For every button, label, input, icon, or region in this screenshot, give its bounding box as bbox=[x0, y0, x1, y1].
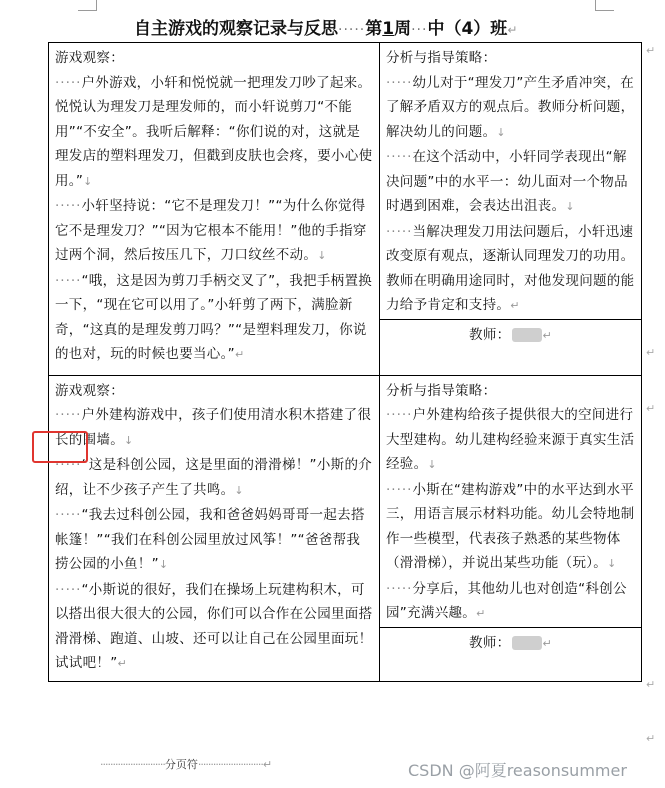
observation-paragraph: ·····“我去过科创公园，我和爸爸妈妈哥哥一起去搭帐篷！”“我们在科创公园里放过风筝！”“爸爸帮我捞公园的小鱼！”↓ bbox=[55, 507, 365, 572]
section2-row bbox=[49, 375, 642, 627]
page-break-marker bbox=[100, 756, 272, 772]
row-end-mark: ↵ bbox=[646, 678, 656, 691]
strategy-heading: 分析与指导策略： bbox=[386, 382, 497, 399]
redacted-teacher-name bbox=[512, 328, 542, 342]
section1-observation-cell[interactable] bbox=[49, 43, 380, 376]
strategy-paragraph: ·····当解决理发刀用法问题后，小轩迅速改变原有观点，逐渐认同理发刀的功用。教师在明确用途同时，对他发现问题的能力给予肯定和支持。↵ bbox=[386, 223, 635, 313]
teacher-label: 教师： bbox=[469, 326, 511, 343]
teacher-paragraph-mark: ↵ bbox=[542, 636, 552, 650]
week-suffix: 周 bbox=[394, 19, 412, 39]
observation-paragraph: ·····“哦，这是因为剪刀手柄交叉了”，我把手柄置换一下，“现在它可以用了。”小轩剪了两下，满脸新奇，“这真的是理发剪刀吗？”“是塑料理发刀，你说的也对，玩的时候也要当心。”↵ bbox=[55, 272, 373, 362]
observation-paragraph: ·····“这是科创公园，这是里面的滑滑梯！”小斯的介绍，让不少孩子产生了共鸣。↓ bbox=[55, 457, 373, 498]
observation-record-table bbox=[48, 42, 642, 682]
teacher-label: 教师： bbox=[469, 634, 511, 651]
section2-teacher-cell[interactable] bbox=[380, 627, 642, 681]
section1-teacher-cell[interactable] bbox=[380, 319, 642, 375]
observation-heading: 游戏观察： bbox=[55, 382, 124, 399]
strategy-paragraph: ·····分享后，其他幼儿也对创造“科创公园”充满兴趣。↵ bbox=[386, 580, 627, 621]
strategy-heading: 分析与指导策略： bbox=[386, 50, 497, 66]
highlight-annotation-box bbox=[32, 431, 88, 463]
observation-heading: 游戏观察： bbox=[55, 50, 124, 66]
section2-observation-cell[interactable] bbox=[49, 375, 380, 681]
title-paragraph-mark: ↵ bbox=[507, 23, 518, 37]
page-corner-mark-right bbox=[595, 0, 614, 11]
row-end-mark: ↵ bbox=[646, 402, 656, 415]
section1-row bbox=[49, 43, 642, 320]
strategy-paragraph: ·····幼儿对于“理发刀”产生矛盾冲突，在了解矛盾双方的观点后。教师分析问题，解决幼儿的问题。↓ bbox=[386, 74, 635, 140]
strategy-paragraph: ·····户外建构给孩子提供很大的空间进行大型建构。幼儿建构经验来源于真实生活经验。↓ bbox=[386, 407, 635, 472]
page-break-dots-right: ·························· bbox=[197, 758, 263, 771]
observation-paragraph: ·····户外建构游戏中，孩子们使用清水积木搭建了很长的围墙。↓ bbox=[55, 407, 372, 448]
redacted-teacher-name bbox=[512, 636, 542, 650]
week-prefix: 第 bbox=[365, 19, 383, 39]
title-dots-1: ····· bbox=[338, 22, 366, 38]
row-end-mark: ↵ bbox=[646, 44, 656, 57]
page-break-paragraph-mark: ↵ bbox=[262, 758, 273, 771]
row-end-mark: ↵ bbox=[646, 346, 656, 359]
page-break-label: 分页符 bbox=[164, 758, 198, 771]
observation-paragraph: ·····户外游戏，小轩和悦悦就一把理发刀吵了起来。悦悦认为理发刀是理发师的，而小轩说剪刀“不能用”“不安全”。我听后解释：“你们说的对，这就是理发店的塑料理发刀，但戳到皮肤也会疼，要小心使用。”↓ bbox=[55, 74, 373, 189]
teacher-paragraph-mark: ↵ bbox=[542, 328, 552, 342]
document-title bbox=[134, 16, 517, 42]
page-break-dots-left: ·························· bbox=[100, 758, 165, 771]
csdn-watermark: CSDN @阿夏reasonsummer bbox=[408, 761, 627, 780]
title-text: 自主游戏的观察记录与反思 bbox=[134, 19, 338, 39]
strategy-paragraph: ·····小斯在“建构游戏”中的水平达到水平三，用语言展示材料功能。幼儿会特地制作一些模型，代表孩子熟悉的某些物体（滑滑梯），并说出某些功能（玩）。↓ bbox=[386, 481, 635, 571]
observation-paragraph: ·····“小斯说的很好，我们在操场上玩建构积木，可以搭出很大很大的公园，你们可以合作在公园里面搭滑滑梯、跑道、山坡、还可以让自己在公园里面玩！试试吧！”↵ bbox=[55, 581, 373, 671]
class-label: 中（4）班 bbox=[427, 19, 508, 39]
strategy-paragraph: ·····在这个活动中，小轩同学表现出“解决问题”中的水平一：幼儿面对一个物品时遇到困难，会表达出沮丧。↓ bbox=[386, 149, 628, 214]
page-corner-mark-left bbox=[78, 0, 97, 11]
section1-strategy-cell[interactable] bbox=[380, 43, 642, 320]
section2-strategy-cell[interactable] bbox=[380, 375, 642, 627]
week-number: 1 bbox=[382, 19, 395, 39]
row-end-mark: ↵ bbox=[646, 732, 656, 745]
observation-paragraph: ·····小轩坚持说：“它不是理发刀！”“为什么你觉得它不是理发刀？”“因为它根本不能用！”他的手指穿过两个洞，然后按压几下，刀口纹丝不动。↓ bbox=[55, 198, 367, 263]
title-dots-2: ··· bbox=[411, 22, 428, 38]
